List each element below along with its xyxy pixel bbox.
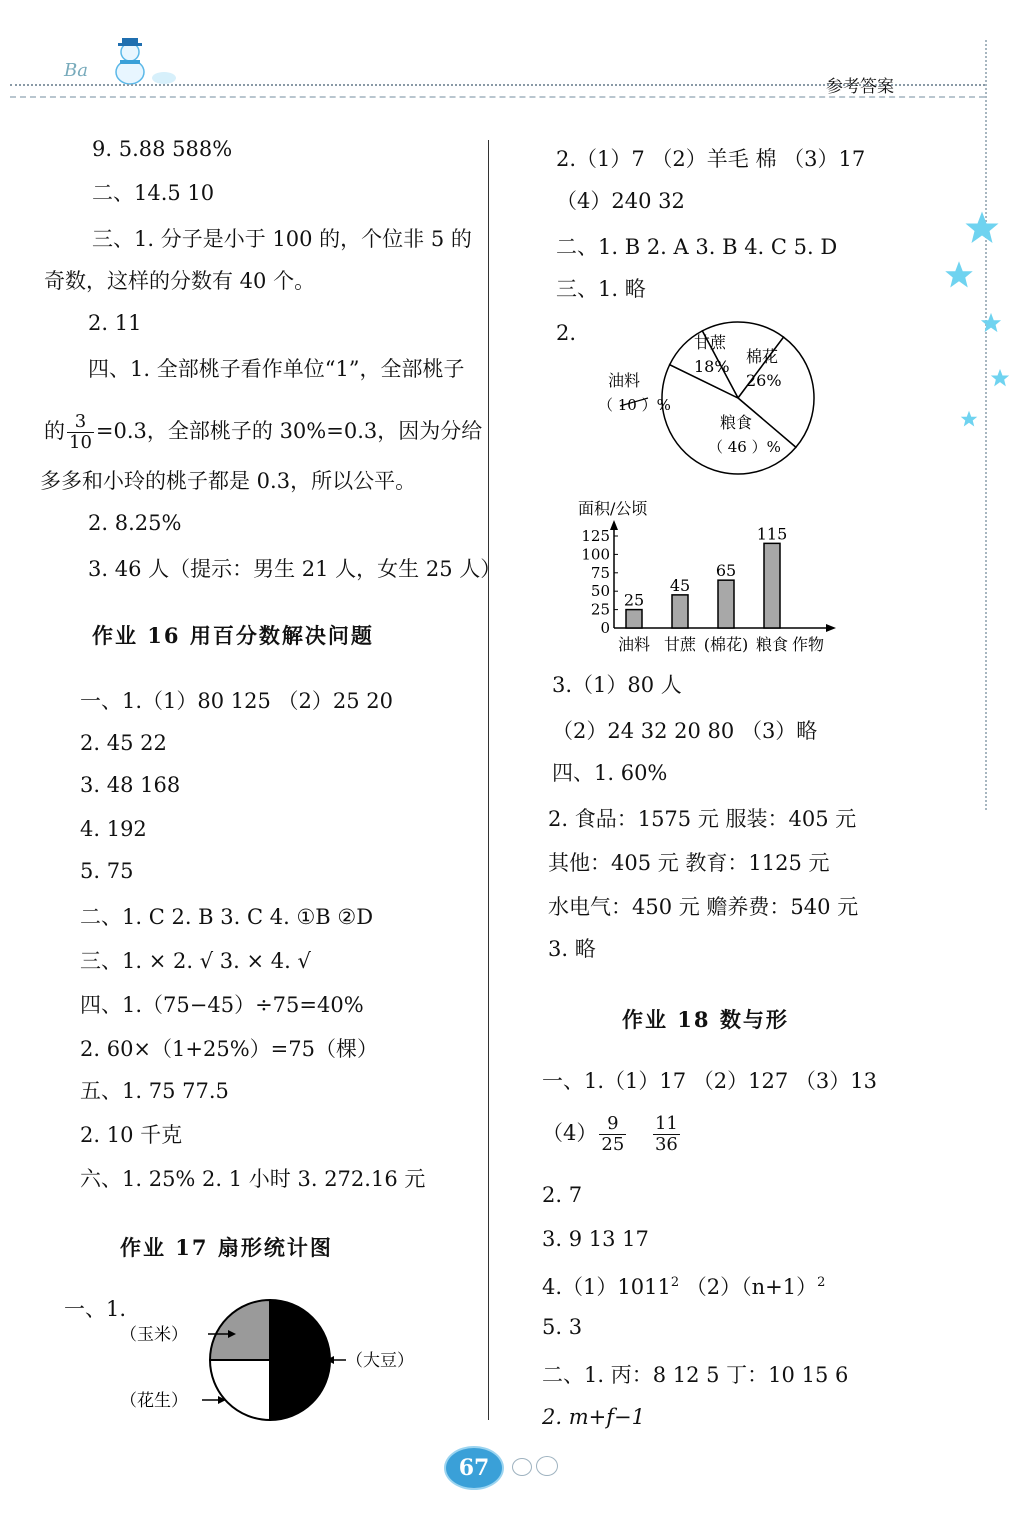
bar-chart-bar xyxy=(718,580,734,628)
right-margin-rule xyxy=(985,40,987,810)
pie-label-grain: 粮食 xyxy=(720,413,753,432)
column-divider xyxy=(488,140,489,1420)
fraction-denominator: 25 xyxy=(601,1134,625,1155)
bar-chart-category-label: 油料 xyxy=(617,635,651,654)
answer-line: 2.（1）7 （2）羊毛 棉 （3）17 xyxy=(556,147,866,171)
answer-line: 2. 7 xyxy=(542,1183,583,1207)
fraction-numerator: 3 xyxy=(67,412,94,433)
star-icon xyxy=(944,260,974,294)
answer-line: 二、1. 丙：8 12 5 丁：10 15 6 xyxy=(542,1363,849,1387)
answer-line: 五、1. 75 77.5 xyxy=(80,1079,229,1103)
answer-line: 三、1. 分子是小于 100 的，个位非 5 的 xyxy=(92,227,472,251)
bar-chart-area xyxy=(560,494,860,660)
bar-chart-ytick: 75 xyxy=(590,563,610,582)
bar-chart-value-label: 115 xyxy=(756,524,788,544)
pie-slice-peanut xyxy=(210,1360,270,1420)
answer-text: （2）（n+1） xyxy=(679,1275,818,1299)
answer-line: 2. 8.25% xyxy=(88,511,182,535)
answer-line: 3.（1）80 人 xyxy=(552,673,682,697)
bar-chart-ylabel: 面积/公顷 xyxy=(578,499,648,518)
answer-line: 其他：405 元 教育：1125 元 xyxy=(548,851,830,875)
answer-line: 一、1. xyxy=(64,1297,127,1321)
section-title-hw16: 作业 16 用百分数解决问题 xyxy=(92,623,374,648)
svg-text:Ba: Ba xyxy=(64,60,88,81)
answer-line: 2. 60×（1+25%）=75（棵） xyxy=(80,1037,378,1061)
pie-label-corn: （玉米） xyxy=(120,1325,188,1345)
answer-line-with-exponent xyxy=(542,1270,825,1300)
fraction-numerator: 11 xyxy=(654,1113,678,1134)
star-icon xyxy=(990,368,1010,392)
answer-text: =0.3，全部桃子的 30%=0.3，因为分给 xyxy=(95,419,483,443)
pie-label-cotton: 棉花 xyxy=(746,347,779,366)
answer-line: 3. 略 xyxy=(548,937,596,961)
fraction-numerator: 9 xyxy=(599,1114,626,1135)
bar-chart-value-label: 65 xyxy=(715,561,737,581)
bar-chart-ytick: 0 xyxy=(600,619,610,637)
answer-line: （2）24 32 20 80 （3）略 xyxy=(552,719,818,743)
answer-line: 二、1. C 2. B 3. C 4. ①B ②D xyxy=(80,905,374,929)
bar-chart-category-label: (棉花) xyxy=(703,635,749,654)
star-icon xyxy=(964,210,1000,250)
page-number: 67 xyxy=(444,1446,504,1490)
star-icon xyxy=(960,410,978,432)
header-snowman-icon xyxy=(60,28,180,92)
pie-label-cotton-pct: 26% xyxy=(746,371,782,390)
answer-line: 二、1. B 2. A 3. B 4. C 5. D xyxy=(556,235,838,259)
answer-line: 9. 5.88 588% xyxy=(92,137,233,161)
answer-line: 三、1. 略 xyxy=(556,277,646,301)
answer-line: 5. 75 xyxy=(80,859,134,883)
answer-line: 2. 45 22 xyxy=(80,731,167,755)
answer-text: 4.（1）1011 xyxy=(542,1275,671,1299)
fraction-denominator: 10 xyxy=(69,432,92,453)
answer-line: 水电气：450 元 赡养费：540 元 xyxy=(548,895,859,919)
pie-chart-crops xyxy=(120,1290,440,1430)
answer-line: 2. xyxy=(556,321,577,345)
answer-line: 3. 48 168 xyxy=(80,773,181,797)
section-title-hw18: 作业 18 数与形 xyxy=(622,1007,789,1032)
star-icon xyxy=(980,312,1002,338)
answer-line: 2. 11 xyxy=(88,311,142,335)
answer-line: 2. 10 千克 xyxy=(80,1123,183,1147)
pie-label-sugarcane: 甘蔗 xyxy=(694,333,727,352)
header-label: 参考答案 xyxy=(826,77,894,97)
answer-line: 四、1.（75−45）÷75=40% xyxy=(80,993,364,1017)
decor-ring xyxy=(536,1456,558,1476)
answer-line: 四、1. 全部桃子看作单位“1”，全部桃子 xyxy=(88,357,465,381)
fraction xyxy=(599,1114,626,1155)
answer-line: 四、1. 60% xyxy=(552,761,668,785)
pie-label-oil: 油料 xyxy=(608,371,641,390)
fraction xyxy=(67,412,94,453)
answer-line: 5. 3 xyxy=(542,1315,583,1339)
answer-text: 的 xyxy=(44,419,65,443)
answer-line: 3. 46 人（提示：男生 21 人，女生 25 人） xyxy=(88,557,502,581)
bar-chart-ytick: 100 xyxy=(581,545,610,564)
bar-chart-xlabel: 作物 xyxy=(792,635,825,654)
answer-line-with-fraction xyxy=(542,1114,682,1155)
bar-chart-bar xyxy=(672,595,688,628)
answer-text: （4） xyxy=(542,1121,598,1145)
answer-line-with-fraction xyxy=(44,412,482,453)
answer-line: 2. m+f−1 xyxy=(542,1405,645,1429)
answer-line: 多多和小玲的桃子都是 0.3，所以公平。 xyxy=(40,469,417,493)
fraction-denominator: 36 xyxy=(654,1134,678,1155)
bar-chart-category-label: 粮食 xyxy=(755,635,789,654)
answer-line: 六、1. 25% 2. 1 小时 3. 272.16 元 xyxy=(80,1167,426,1191)
exponent: 2 xyxy=(817,1275,826,1290)
bar-chart-ytick: 25 xyxy=(590,600,610,619)
pie-label-grain-pct: （ 46 ）% xyxy=(708,438,781,456)
answer-line: 三、1. × 2. √ 3. × 4. √ xyxy=(80,949,311,973)
fraction xyxy=(653,1114,680,1155)
bar-chart-ytick: 50 xyxy=(590,582,610,601)
decor-ring xyxy=(512,1458,532,1476)
answer-line: 一、1.（1）80 125 （2）25 20 xyxy=(80,689,394,713)
pie-label-sugarcane-pct: 18% xyxy=(694,357,730,376)
bar-chart-bar xyxy=(626,610,642,628)
answer-line: 3. 9 13 17 xyxy=(542,1227,649,1251)
answer-line: 4. 192 xyxy=(80,817,147,841)
bar-chart-category-label: 甘蔗 xyxy=(663,635,697,654)
pie-slice-corn xyxy=(210,1300,270,1360)
pie-label-peanut: （花生） xyxy=(120,1391,188,1411)
answer-line: 一、1.（1）17 （2）127 （3）13 xyxy=(542,1069,877,1093)
answer-line: 奇数，这样的分数有 40 个。 xyxy=(44,269,316,293)
bar-chart-bar xyxy=(764,543,780,628)
bar-chart-value-label: 45 xyxy=(669,575,691,595)
answer-line: 二、14.5 10 xyxy=(92,181,215,205)
exponent: 2 xyxy=(670,1275,680,1290)
section-title-hw17: 作业 17 扇形统计图 xyxy=(120,1235,333,1260)
pie-chart-land-use xyxy=(596,318,826,478)
bar-chart-ytick: 125 xyxy=(581,527,610,545)
pie-label-soy: （大豆） xyxy=(346,1351,414,1371)
answer-line: 2. 食品：1575 元 服装：405 元 xyxy=(548,807,857,831)
pie-slice-soy xyxy=(270,1300,330,1420)
bar-chart-value-label: 25 xyxy=(623,590,645,610)
pie-label-oil-pct: （ 10 ）% xyxy=(598,396,671,414)
answer-line: （4）240 32 xyxy=(556,189,685,213)
